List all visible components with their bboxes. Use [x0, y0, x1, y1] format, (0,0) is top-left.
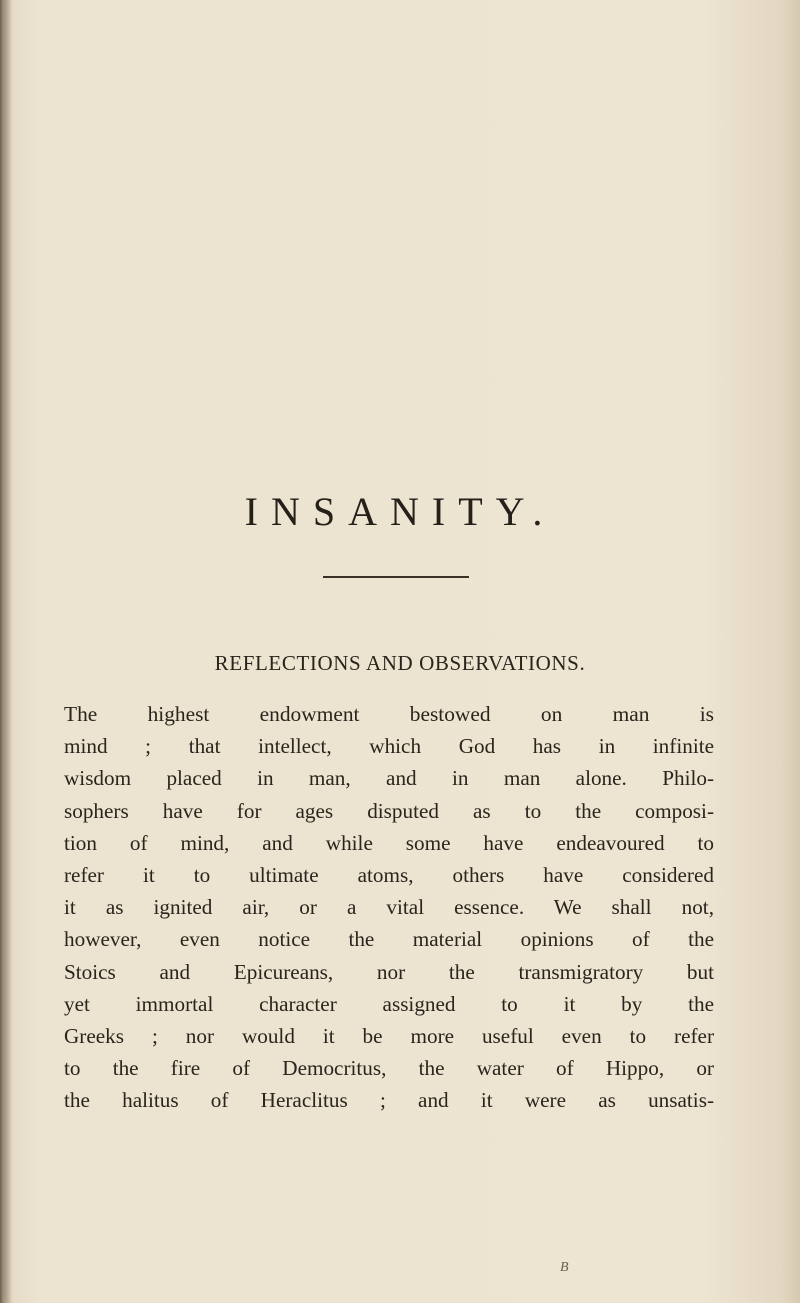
paragraph-line: Greeks ; nor would it be more useful even to refer [64, 1023, 714, 1048]
page-title: INSANITY. [244, 489, 556, 534]
title-rule [323, 576, 469, 578]
paragraph-line: wisdom placed in man, and in man alone. Philo- [64, 766, 714, 791]
printer-signature-mark: B [560, 1260, 569, 1275]
body-paragraph [64, 698, 714, 1116]
paragraph-line: refer it to ultimate atoms, others have considered [64, 862, 714, 887]
paragraph-line: the halitus of Heraclitus ; and it were as unsatis- [64, 1088, 714, 1113]
paragraph-line: Stoics and Epicureans, nor the transmigratory but [64, 959, 714, 984]
paragraph-line: to the fire of Democritus, the water of Hippo, or [64, 1056, 714, 1081]
paragraph-line: however, even notice the material opinions of the [64, 927, 714, 952]
paragraph-line: yet immortal character assigned to it by the [64, 991, 714, 1016]
paragraph-line: tion of mind, and while some have endeavoured to [64, 830, 714, 855]
paragraph-line: sophers have for ages disputed as to the composi- [64, 798, 714, 823]
paragraph-line: it as ignited air, or a vital essence. We shall not, [64, 895, 714, 920]
section-heading: REFLECTIONS AND OBSERVATIONS. [214, 651, 586, 675]
paragraph-line: mind ; that intellect, which God has in infinite [64, 734, 714, 759]
paragraph-line: The highest endowment bestowed on man is [64, 702, 714, 726]
